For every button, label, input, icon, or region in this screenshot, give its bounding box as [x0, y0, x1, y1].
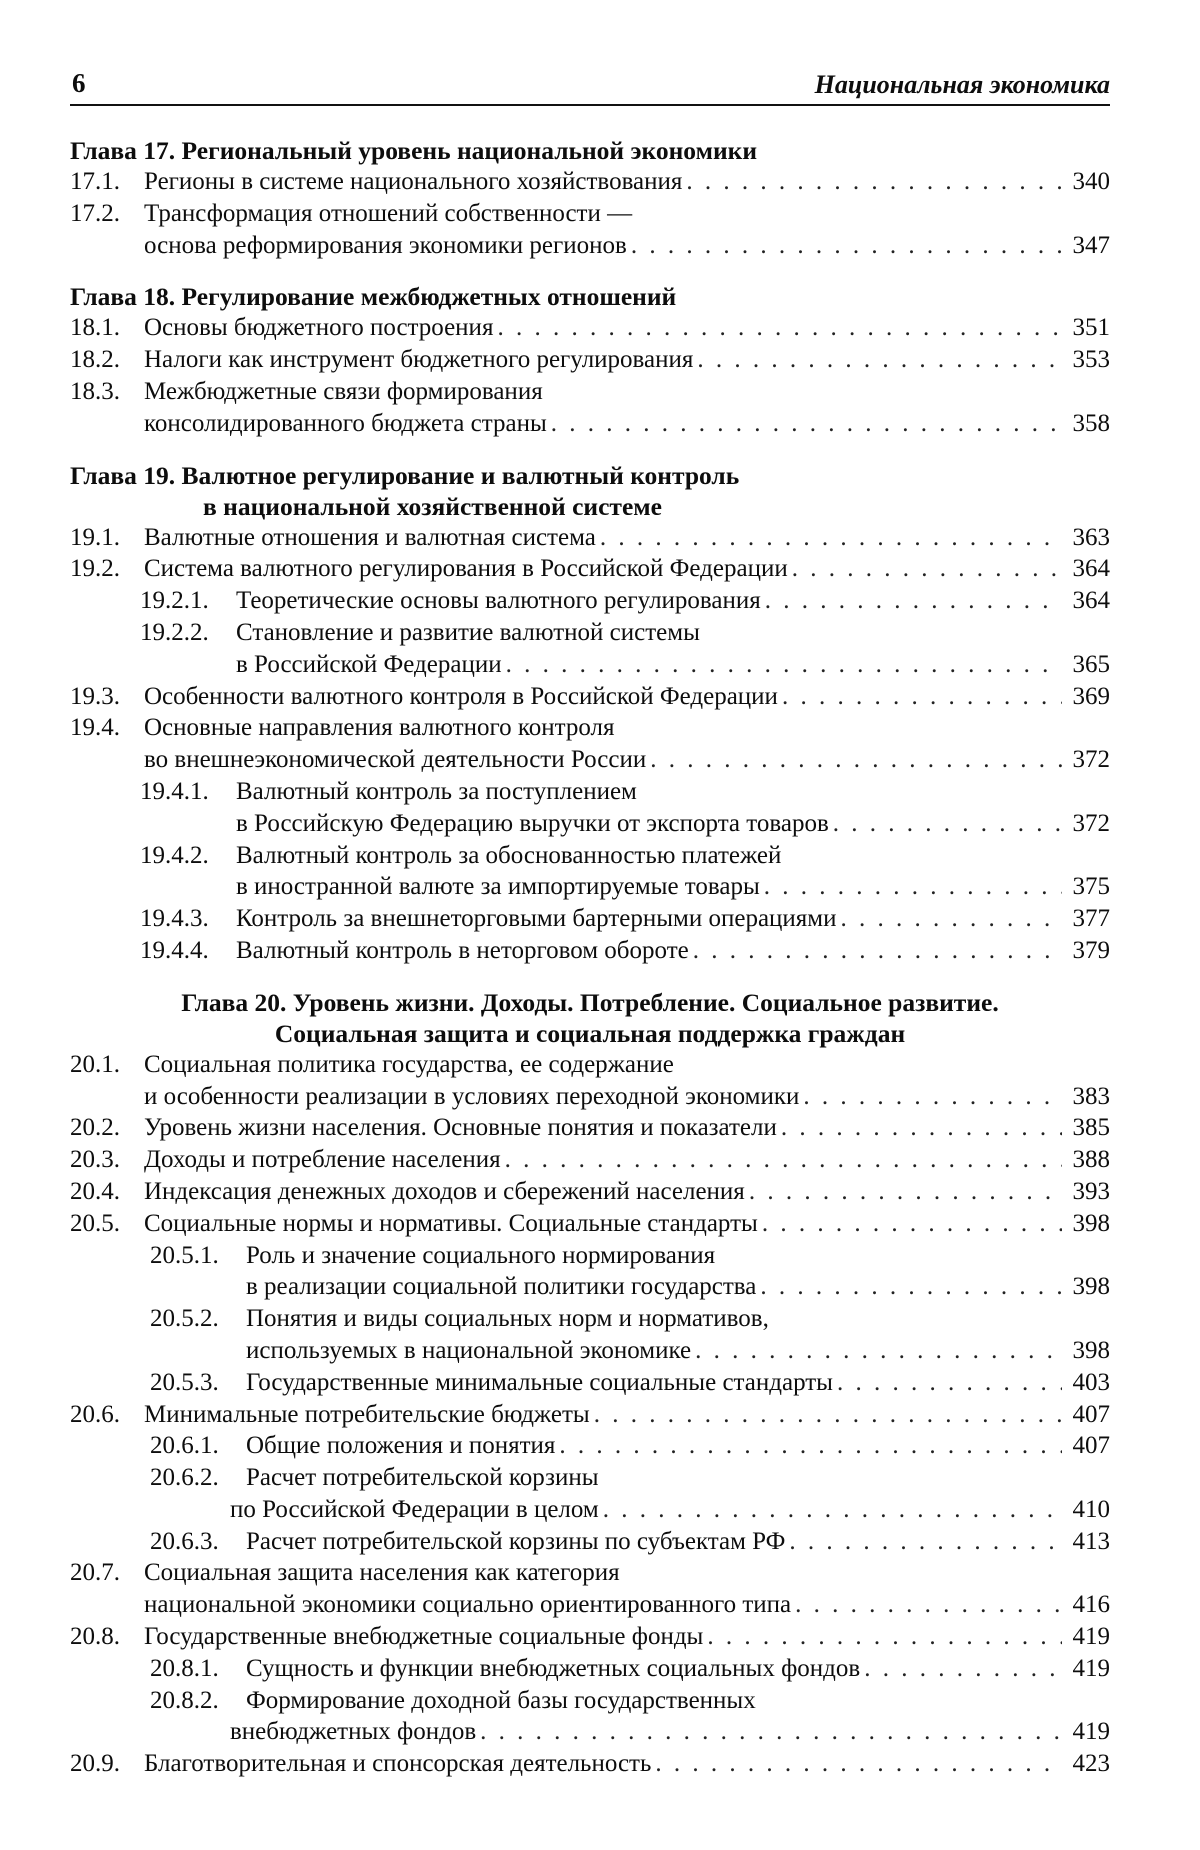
page-ref: 365 — [1072, 650, 1110, 678]
chapter-title: Глава 17. Региональный уровень национальной экономики — [70, 136, 758, 165]
section-title: Теоретические основы валютного регулирования — [236, 587, 761, 615]
section-title: по Российской Федерации в целом — [230, 1495, 599, 1523]
dot-leader — [505, 1144, 1062, 1176]
dot-leader — [764, 871, 1062, 903]
toc-entry[interactable] — [70, 312, 1110, 344]
section-title: Налоги как инструмент бюджетного регулирования — [144, 346, 694, 374]
section-number: 20.3. — [70, 1146, 120, 1174]
page-ref: 413 — [1072, 1527, 1110, 1555]
chapter-section — [70, 460, 1110, 967]
toc-entry[interactable] — [70, 1430, 1110, 1462]
section-title: Формирование доходной базы государственных — [246, 1686, 756, 1714]
toc-entry[interactable] — [70, 1621, 1110, 1653]
page-number: 6 — [72, 68, 86, 98]
dot-leader — [760, 1271, 1062, 1303]
section-title: в Российскую Федерацию выручки от экспорта товаров — [236, 809, 829, 837]
section-title: Сущность и функции внебюджетных социальных фондов — [246, 1654, 861, 1682]
toc-entry[interactable] — [70, 1144, 1110, 1176]
toc-entry[interactable] — [70, 776, 1110, 840]
toc-entry[interactable] — [70, 1462, 1110, 1526]
toc-entry[interactable] — [70, 1399, 1110, 1431]
toc-entry[interactable] — [70, 1112, 1110, 1144]
section-title: и особенности реализации в условиях переходной экономики — [144, 1082, 800, 1110]
dot-leader — [650, 744, 1062, 776]
page-ref: 419 — [1072, 1718, 1110, 1746]
section-number: 19.4.3. — [140, 905, 209, 933]
section-number: 20.6.3. — [150, 1527, 219, 1555]
toc-entry[interactable] — [70, 681, 1110, 713]
toc-entry[interactable] — [70, 376, 1110, 440]
page-ref: 340 — [1072, 168, 1110, 195]
section-title: Уровень жизни населения. Основные понятия и показатели — [144, 1114, 777, 1142]
section-title: в реализации социальной политики государства — [246, 1273, 757, 1301]
section-title: Основы бюджетного построения — [144, 314, 494, 342]
section-number: 20.8. — [70, 1623, 120, 1651]
page-ref: 369 — [1072, 682, 1110, 710]
dot-leader — [480, 1716, 1062, 1748]
section-title: используемых в национальной экономике — [246, 1336, 692, 1364]
dot-leader — [707, 1621, 1062, 1653]
section-number: 19.2.1. — [140, 587, 209, 615]
section-number: 20.2. — [70, 1114, 120, 1142]
toc-entry[interactable] — [70, 198, 1110, 262]
dot-leader — [841, 903, 1062, 935]
toc-entry[interactable] — [70, 1685, 1110, 1749]
toc-entry[interactable] — [70, 585, 1110, 617]
section-number: 20.5.3. — [150, 1368, 219, 1396]
section-number: 20.9. — [70, 1750, 120, 1778]
section-number: 19.4. — [70, 714, 120, 742]
page-header — [70, 62, 1110, 106]
toc-entry[interactable] — [70, 522, 1110, 554]
toc-entry[interactable] — [70, 903, 1110, 935]
dot-leader — [686, 166, 1062, 198]
page-ref: 385 — [1072, 1114, 1110, 1142]
toc-entry[interactable] — [70, 1748, 1110, 1780]
section-number: 20.5.2. — [150, 1305, 219, 1333]
section-number: 19.3. — [70, 682, 120, 710]
page-ref: 375 — [1072, 873, 1110, 901]
toc-entry[interactable] — [70, 617, 1110, 681]
section-title: Государственные минимальные социальные стандарты — [246, 1368, 833, 1396]
page-ref: 351 — [1072, 314, 1110, 342]
section-title: Минимальные потребительские бюджеты — [144, 1400, 590, 1428]
dot-leader — [803, 1081, 1062, 1113]
section-title: в иностранной валюте за импортируемые товары — [236, 873, 760, 901]
section-number: 19.2. — [70, 555, 120, 583]
dot-leader — [781, 1112, 1062, 1144]
section-title: Социальная защита населения как категория — [144, 1559, 620, 1587]
section-number: 20.7. — [70, 1559, 120, 1587]
section-title: Валютный контроль за поступлением — [236, 777, 637, 805]
dot-leader — [795, 1589, 1062, 1621]
section-number: 17.1. — [70, 168, 120, 195]
section-title: Социальные нормы и нормативы. Социальные стандарты — [144, 1209, 758, 1237]
dot-leader — [837, 1367, 1062, 1399]
section-number: 20.6.2. — [150, 1464, 219, 1492]
page-ref: 353 — [1072, 346, 1110, 374]
page-ref: 403 — [1072, 1368, 1110, 1396]
page-ref: 364 — [1072, 587, 1110, 615]
section-number: 17.2. — [70, 199, 120, 227]
section-title: национальной экономики социально ориентированного типа — [144, 1591, 792, 1619]
toc-entry[interactable] — [70, 1208, 1110, 1240]
chapter-title: Глава 20. Уровень жизни. Доходы. Потребление. Социальное развитие. — [181, 987, 999, 1017]
dot-leader — [551, 408, 1062, 440]
section-title: Особенности валютного контроля в Российской Федерации — [144, 682, 778, 710]
dot-leader — [693, 935, 1062, 967]
section-number: 20.5. — [70, 1209, 120, 1237]
section-number: 20.4. — [70, 1177, 120, 1205]
section-title: основа реформирования экономики регионов — [144, 231, 627, 259]
section-title: Доходы и потребление населения — [144, 1146, 501, 1174]
dot-leader — [695, 1335, 1062, 1367]
page-ref: 393 — [1072, 1177, 1110, 1205]
section-title: во внешнеэкономической деятельности России — [144, 746, 647, 774]
section-number: 18.3. — [70, 377, 120, 405]
section-title: Индексация денежных доходов и сбережений населения — [144, 1177, 745, 1205]
section-number: 20.6. — [70, 1400, 120, 1428]
page-ref: 363 — [1072, 523, 1110, 551]
dot-leader — [600, 522, 1062, 554]
dot-leader — [697, 344, 1062, 376]
section-title: Основные направления валютного контроля — [144, 714, 615, 742]
chapter-section — [70, 135, 1110, 261]
dot-leader — [506, 649, 1062, 681]
section-title: Государственные внебюджетные социальные фонды — [144, 1623, 704, 1651]
section-number: 19.4.4. — [140, 936, 209, 964]
section-title: Социальная политика государства, ее содержание — [144, 1050, 674, 1078]
page-ref: 419 — [1072, 1623, 1110, 1651]
toc-entry[interactable] — [70, 553, 1110, 585]
toc-entry[interactable] — [70, 1367, 1110, 1399]
section-number: 20.1. — [70, 1050, 120, 1078]
page-ref: 347 — [1072, 231, 1110, 259]
toc-entry[interactable] — [70, 1240, 1110, 1304]
page-ref: 398 — [1072, 1209, 1110, 1237]
page-ref: 388 — [1072, 1146, 1110, 1174]
section-title: в Российской Федерации — [236, 650, 502, 678]
dot-leader — [765, 585, 1062, 617]
page-ref: 398 — [1072, 1336, 1110, 1364]
chapter-title: в национальной хозяйственной системе — [203, 491, 662, 521]
chapter-section — [70, 281, 1110, 439]
section-title: Расчет потребительской корзины — [246, 1464, 599, 1492]
toc-entry[interactable] — [70, 1653, 1110, 1685]
section-number: 20.8.2. — [150, 1686, 219, 1714]
dot-leader — [594, 1399, 1062, 1431]
section-title: Регионы в системе национального хозяйствования — [144, 168, 683, 195]
toc-entry[interactable] — [70, 1303, 1110, 1367]
chapter-title: Социальная защита и социальная поддержка граждан — [274, 1018, 906, 1048]
section-title: Общие положения и понятия — [246, 1432, 556, 1460]
section-title: Расчет потребительской корзины по субъектам РФ — [246, 1527, 786, 1555]
section-title: консолидированного бюджета страны — [144, 409, 547, 437]
toc-entry[interactable] — [70, 1557, 1110, 1621]
dot-leader — [762, 1208, 1062, 1240]
toc-entry[interactable] — [70, 344, 1110, 376]
dot-leader — [655, 1748, 1062, 1780]
page-ref: 379 — [1072, 936, 1110, 964]
chapter-title: Глава 18. Регулирование межбюджетных отношений — [70, 282, 677, 312]
page-ref: 358 — [1072, 409, 1110, 437]
page-ref: 416 — [1072, 1591, 1110, 1619]
running-title: Национальная экономика — [814, 70, 1110, 99]
page-ref: 364 — [1072, 555, 1110, 583]
section-number: 19.2.2. — [140, 618, 209, 646]
section-title: Валютный контроль в неторговом обороте — [236, 936, 689, 964]
section-title: Благотворительная и спонсорская деятельность — [144, 1750, 652, 1778]
toc-entry[interactable] — [70, 712, 1110, 776]
section-number: 19.4.1. — [140, 777, 209, 805]
section-title: Система валютного регулирования в Российской Федерации — [144, 555, 788, 583]
section-number: 20.6.1. — [150, 1432, 219, 1460]
page-ref: 377 — [1072, 905, 1110, 933]
section-title: Трансформация отношений собственности — — [144, 199, 633, 227]
toc-entry[interactable] — [70, 1049, 1110, 1113]
toc-entry[interactable] — [70, 166, 1110, 198]
toc-entry[interactable] — [70, 1526, 1110, 1558]
toc-entry[interactable] — [70, 840, 1110, 904]
section-title: внебюджетных фондов — [230, 1718, 477, 1746]
toc-entry[interactable] — [70, 935, 1110, 967]
section-title: Валютный контроль за обоснованностью платежей — [236, 841, 782, 869]
section-number: 20.8.1. — [150, 1654, 219, 1682]
section-number: 18.2. — [70, 346, 120, 374]
table-of-contents — [70, 135, 1110, 1800]
dot-leader — [631, 230, 1062, 262]
page-ref: 407 — [1072, 1400, 1110, 1428]
dot-leader — [497, 312, 1062, 344]
page-ref: 410 — [1072, 1495, 1110, 1523]
chapter-title: Глава 19. Валютное регулирование и валютный контроль — [70, 460, 740, 490]
page-ref: 372 — [1072, 746, 1110, 774]
page-ref: 407 — [1072, 1432, 1110, 1460]
dot-leader — [833, 808, 1062, 840]
dot-leader — [792, 553, 1062, 585]
section-number: 18.1. — [70, 314, 120, 342]
section-number: 19.4.2. — [140, 841, 209, 869]
dot-leader — [864, 1653, 1062, 1685]
chapter-section — [70, 987, 1110, 1780]
section-title: Понятия и виды социальных норм и нормативов, — [246, 1305, 769, 1333]
section-number: 20.5.1. — [150, 1241, 219, 1269]
section-title: Становление и развитие валютной системы — [236, 618, 700, 646]
dot-leader — [749, 1176, 1062, 1208]
section-title: Роль и значение социального нормирования — [246, 1241, 716, 1269]
toc-entry[interactable] — [70, 1176, 1110, 1208]
page-ref: 398 — [1072, 1273, 1110, 1301]
section-title: Валютные отношения и валютная система — [144, 523, 596, 551]
page-ref: 419 — [1072, 1654, 1110, 1682]
section-title: Контроль за внешнеторговыми бартерными операциями — [236, 905, 837, 933]
dot-leader — [559, 1430, 1062, 1462]
section-title: Межбюджетные связи формирования — [144, 377, 543, 405]
page-ref: 372 — [1072, 809, 1110, 837]
section-number: 19.1. — [70, 523, 120, 551]
page-ref: 383 — [1072, 1082, 1110, 1110]
dot-leader — [789, 1526, 1062, 1558]
dot-leader — [782, 681, 1062, 713]
dot-leader — [603, 1494, 1062, 1526]
page-ref: 423 — [1072, 1750, 1110, 1778]
